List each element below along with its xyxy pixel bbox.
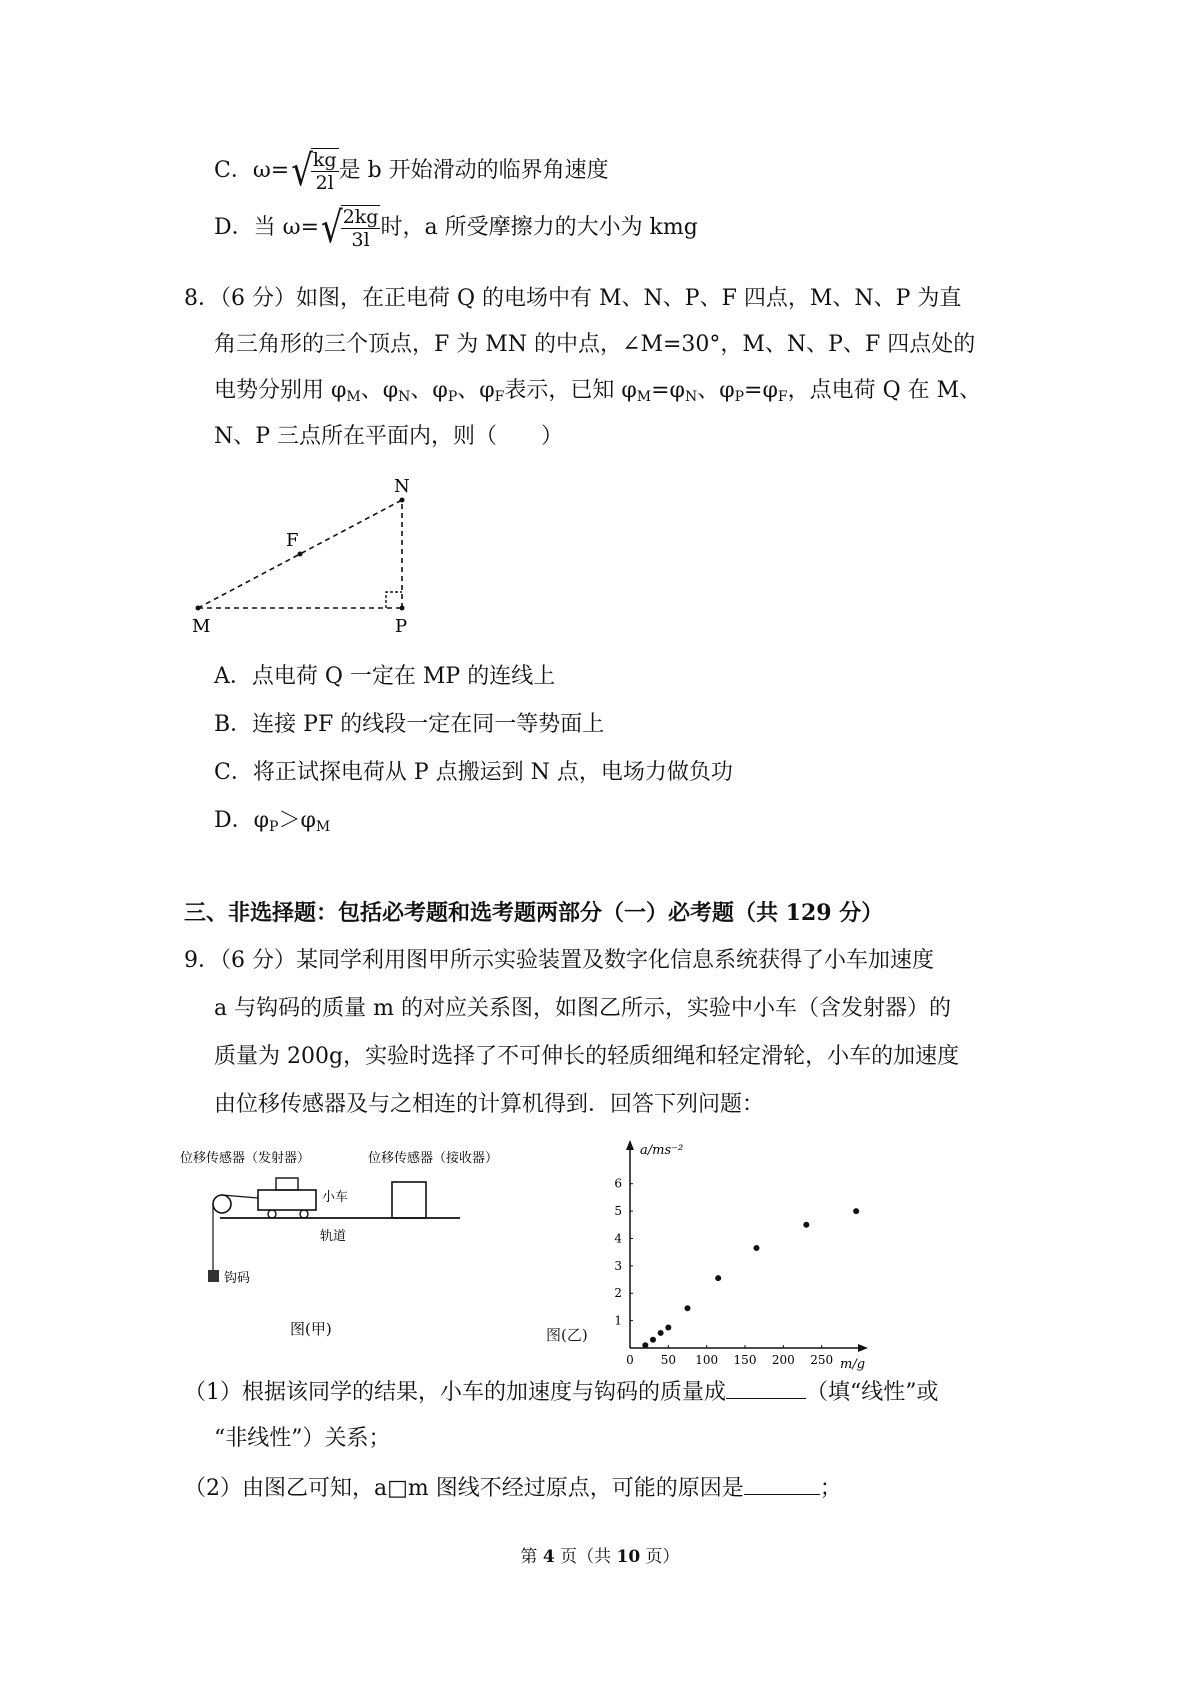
q7-option-c [214,148,609,194]
y-tick-label: 5 [614,1204,622,1219]
q9-sub1-line2: “非线性”）关系； [214,1426,391,1451]
subscript: N [398,389,411,405]
figure-b-caption: 图(乙) [546,1326,588,1344]
label-n: N [394,476,410,497]
total-pages: 10 [616,1547,641,1567]
page-footer [0,1542,1200,1567]
x-tick-label: 200 [771,1353,795,1367]
q9-sub2 [184,1472,842,1504]
text: 、φ [360,378,399,403]
tick-group [614,1177,833,1367]
q9-stem-line2: a 与钩码的质量 m 的对应关系图，如图乙所示，实验中小车（含发射器）的 [214,996,951,1021]
y-axis-arrow [626,1140,634,1150]
data-point [685,1305,691,1311]
page-number: 4 [542,1547,555,1567]
subscript: M [315,819,331,835]
fraction [311,149,339,194]
x-tick-label: 250 [810,1353,834,1367]
subscript: M [346,389,361,405]
section-heading: 三、非选择题：包括必考题和选考题两部分（一）必考题（共 129 分） [184,900,884,926]
q8-option-a: A．点电荷 Q 一定在 MP 的连线上 [214,664,556,689]
y-axis-label: a/ms⁻² [640,1143,684,1158]
q7-option-c-label: C．ω= [214,158,290,183]
text: ，点电荷 Q 在 M、 [787,378,982,403]
sensor-receiver-label: 位移传感器（接收器） [368,1151,499,1166]
q8-stem-line2: 角三角形的三个顶点，F 为 MN 的中点，∠M=30°，M、N、P、F 四点处的 [214,332,976,357]
x-tick-label: 100 [695,1353,719,1367]
y-tick-label: 3 [614,1258,622,1273]
text: 电势分别用 φ [214,378,347,403]
numerator: kg [312,149,337,171]
x-axis-label: m/g [840,1357,866,1372]
subscript: M [636,389,652,405]
text: ； [819,1476,842,1501]
text: 页） [640,1547,680,1567]
q7-option-d-text: 时，a 所受摩擦力的大小为 kmg [380,215,698,240]
pulley [213,1195,231,1213]
answer-blank[interactable] [744,1472,820,1495]
sqrt-sign: √ [321,203,343,253]
subscript: P [447,389,458,405]
receiver-box [392,1182,426,1218]
q8-option-b: B．连接 PF 的线段一定在同一等势面上 [214,712,605,737]
data-point [658,1330,664,1336]
point-p [400,606,405,611]
label-m: M [192,616,211,637]
x-axis-arrow [858,1344,868,1352]
text: =φ [651,378,685,403]
y-tick-label: 4 [614,1231,622,1246]
text: （填“线性”或 [806,1380,939,1405]
subscript: P [269,819,279,835]
label-f: F [286,530,299,551]
text: ＞φ [278,808,316,833]
subscript: F [777,389,788,405]
figure-a-caption: 图(甲) [290,1320,332,1338]
label-p: P [395,616,408,637]
text: 、φ [697,378,735,403]
right-angle-mark [386,592,402,608]
car-wheel [268,1210,276,1218]
radicand [311,148,339,194]
q7-option-d-label: D．当 ω= [214,215,320,240]
weight-label: 钩码 [224,1271,251,1286]
hook-weight [208,1270,219,1282]
fraction [341,206,381,251]
q9-stem-line4: 由位移传感器及与之相连的计算机得到．回答下列问题： [214,1092,765,1117]
data-point [642,1342,648,1348]
subscript: F [494,389,505,405]
text: 第 [520,1547,543,1567]
q8-stem-line3 [214,376,981,412]
point-m [196,606,201,611]
data-point [803,1222,809,1228]
text: 页（共 [554,1547,617,1567]
data-point [650,1337,656,1343]
car-label: 小车 [322,1190,349,1205]
text: =φ [744,378,778,403]
car-wheel [300,1210,308,1218]
q8-stem-line4: N、P 三点所在平面内，则（ ） [214,424,564,449]
q8-option-d [214,806,330,842]
sqrt-sign: √ [291,146,313,196]
text: （1）根据该同学的结果，小车的加速度与钩码的质量成 [184,1380,726,1405]
data-point [665,1324,671,1330]
data-points [642,1208,859,1348]
apparatus-figure [180,1148,499,1378]
x-origin-label: 0 [626,1353,634,1367]
text: （2）由图乙可知，a□m 图线不经过原点，可能的原因是 [184,1476,744,1501]
car-body [258,1190,316,1210]
text: D．φ [214,808,270,833]
subscript: P [734,389,745,405]
text: 表示，已知 φ [504,378,637,403]
numerator: 2kg [342,206,379,228]
data-point [754,1245,760,1251]
subscript: N [684,389,698,405]
acceleration-mass-chart [600,1136,880,1372]
q9-stem-line1: 9．（6 分）某同学利用图甲所示实验装置及数字化信息系统获得了小车加速度 [184,948,934,973]
data-point [715,1275,721,1281]
q9-sub1-line1 [184,1376,939,1408]
q7-option-d [214,205,698,251]
data-point [853,1208,859,1214]
point-n [400,498,405,503]
track-label: 轨道 [320,1229,347,1244]
text: 、φ [457,378,495,403]
denominator: 3l [351,229,370,251]
q8-option-c: C．将正试探电荷从 P 点搬运到 N 点，电场力做负功 [214,760,733,785]
text: 、φ [410,378,448,403]
answer-blank[interactable] [726,1376,806,1399]
denominator: 2l [315,172,334,194]
x-tick-label: 50 [660,1353,676,1367]
q9-stem-line3: 质量为 200g，实验时选择了不可伸长的轻质细绳和轻定滑轮，小车的加速度 [214,1044,960,1069]
point-f [298,552,303,557]
sensor-transmitter-label: 位移传感器（发射器） [180,1151,311,1166]
q8-stem-line1: 8．（6 分）如图，在正电荷 Q 的电场中有 M、N、P、F 四点，M、N、P 为直 [184,286,962,311]
q7-option-c-text: 是 b 开始滑动的临界角速度 [338,158,609,183]
transmitter-box [276,1178,298,1190]
x-tick-label: 150 [733,1353,757,1367]
y-tick-label: 6 [614,1176,622,1191]
y-tick-label: 2 [614,1286,622,1301]
radicand [341,205,381,251]
triangle-figure [180,470,440,640]
y-tick-label: 1 [614,1313,622,1328]
